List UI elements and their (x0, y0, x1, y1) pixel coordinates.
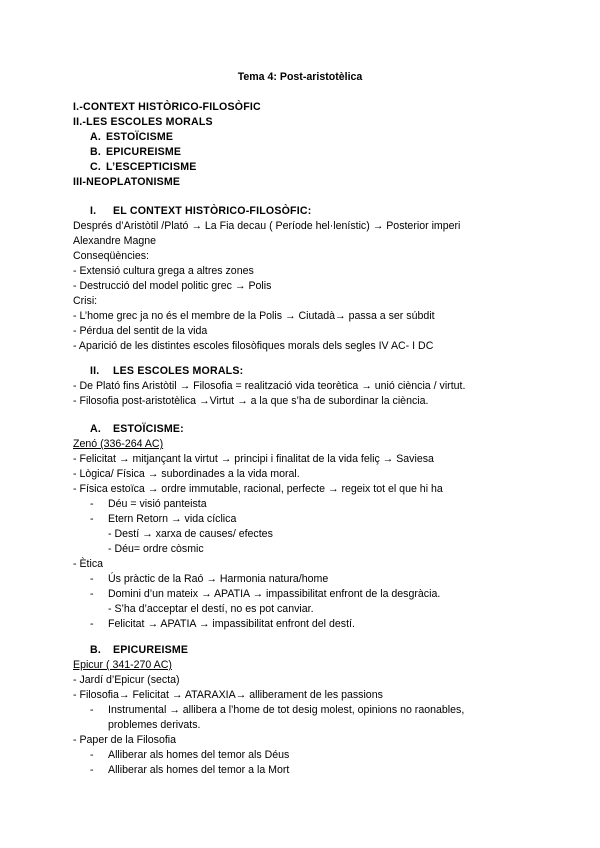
list-item: - Paper de la Filosofia (73, 734, 177, 746)
paragraph-line: Alexandre Magne (73, 235, 157, 247)
sub-list-item: - Domini d’un mateix → APATIA → impassibilitat enfront de la desgràcia. (90, 588, 441, 600)
section-context (73, 204, 573, 354)
list-item: - Destrucció del model politic grec → Polis (73, 280, 272, 292)
toc-subitem-a: A. ESTOÏCISME (90, 131, 174, 143)
list-item: - L’home grec ja no és el membre de la Polis → Ciutadà→ passa a ser súbdit (73, 310, 435, 322)
list-item: - Filosofia post-aristotèlica →Virtut → a la que s’ha de subordinar la ciència. (73, 395, 429, 407)
document-title: Tema 4: Post-aristotèlica (237, 71, 363, 83)
section-heading-context: I. EL CONTEXT HISTÒRICO-FILOSÒFIC: (90, 205, 312, 217)
sub-sub-list-item: - Déu= ordre còsmic (108, 543, 204, 555)
paragraph-line: Després d’Aristòtil /Plató → La Fia decau ( Període hel·lenístic) → Posterior imperi (73, 220, 461, 232)
table-of-contents (73, 100, 573, 190)
sub-list-item: - Ús pràctic de la Raó → Harmonia natura/home (90, 573, 329, 585)
sub-sub-list-item: - S’ha d’acceptar el destí, no es pot canviar. (108, 603, 314, 615)
list-item: - Pérdua del sentit de la vida (73, 325, 208, 337)
section-heading-stoicism: A. ESTOÏCISME: (90, 423, 184, 435)
list-item: - Ètica (73, 558, 104, 570)
list-item: - Aparició de les distintes escoles filosòfiques morals dels segles IV AC- I DC (73, 340, 434, 352)
sub-list-item: - Alliberar als homes del temor a la Mort (90, 764, 290, 776)
toc-subitem-c: C. L’ESCEPTICISME (90, 161, 197, 173)
list-item: - Felicitat → mitjançant la virtut → principi i finalitat de la vida feliç → Saviesa (73, 453, 434, 465)
list-item: - Filosofia→ Felicitat → ATARAXIA→ alliberament de les passions (73, 689, 383, 701)
author-epicurus: Epicur ( 341-270 AC) (73, 659, 172, 671)
list-item: - Jardí d’Epicur (secta) (73, 674, 180, 686)
toc-item-ii: II.-LES ESCOLES MORALS (73, 116, 213, 128)
sub-sub-list-item: - Destí → xarxa de causes/ efectes (108, 528, 273, 540)
list-item: - Lògica/ Física → subordinades a la vida moral. (73, 468, 300, 480)
sub-list-item-continuation: problemes derivats. (108, 719, 201, 731)
sub-list-item: - Déu = visió panteista (90, 498, 207, 510)
sub-list-item: - Felicitat → APATIA → impassibilitat enfront del destí. (90, 618, 355, 630)
list-item: - Física estoïca → ordre immutable, racional, perfecte → regeix tot el que hi ha (73, 483, 443, 495)
list-item: - Extensió cultura grega a altres zones (73, 265, 254, 277)
toc-subitem-b: B. EPICUREISME (90, 146, 182, 158)
section-heading-epicureanism: B. EPICUREISME (90, 644, 189, 656)
author-zeno: Zenó (336-264 AC) (73, 438, 164, 450)
sub-list-item: - Etern Retorn → vida cíclica (90, 513, 237, 525)
paragraph-line: Conseqüències: (73, 250, 149, 262)
section-heading-moral-schools: II. LES ESCOLES MORALS: (90, 365, 244, 377)
list-item: - De Plató fins Aristòtil → Filosofia = realització vida teorètica → unió ciència / virtut. (73, 380, 466, 392)
section-moral-schools (73, 364, 573, 409)
toc-item-i: I.-CONTEXT HISTÒRICO-FILOSÒFIC (73, 101, 261, 113)
toc-item-iii: III-NEOPLATONISME (73, 176, 181, 188)
section-stoicism (73, 422, 573, 632)
paragraph-line: Crisi: (73, 295, 98, 307)
sub-list-item: - Instrumental → allibera a l’home de tot desig molest, opinions no raonables, (90, 704, 465, 716)
section-epicureanism (73, 643, 573, 778)
sub-list-item: - Alliberar als homes del temor als Déus (90, 749, 290, 761)
